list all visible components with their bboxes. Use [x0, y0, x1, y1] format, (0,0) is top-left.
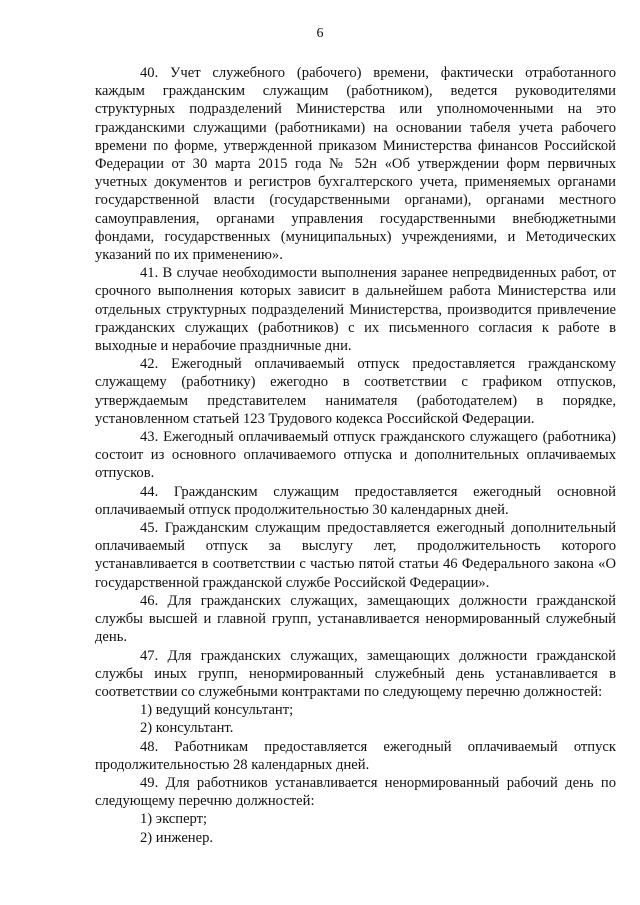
paragraph-42: 42. Ежегодный оплачиваемый отпуск предоставляется гражданскому служащему (работнику) ежегодно в соответствии с графиком отпусков, утверждаемым представителем нанимателя (работодателем) в порядке, установленном статьей 123 Трудового кодекса Российской Федерации. — [95, 356, 616, 427]
list-item-expert: 1) эксперт; — [140, 811, 208, 828]
paragraph-46: 46. Для гражданских служащих, замещающих должности гражданской службы высшей и главной групп, устанавливается ненормированный служебный день. — [95, 592, 616, 646]
list-item-lead-consultant: 1) ведущий консультант; — [140, 702, 294, 719]
paragraph-45: 45. Гражданским служащим предоставляется ежегодный дополнительный оплачиваемый отпуск за выслугу лет, продолжительность которого устанавливается в соответствии с частью пятой статьи 46 Федерального закона «О государственной гражданской службе Российской Федерации». — [95, 520, 616, 591]
paragraph-48: 48. Работникам предоставляется ежегодный оплачиваемый отпуск продолжительностью 28 календарных дней. — [95, 738, 616, 773]
page-number: 6 — [316, 26, 324, 41]
paragraph-40: 40. Учет служебного (рабочего) времени, фактически отработанного каждым гражданским служащим (работником), ведется руководителями структурных подразделений Министерства или уполномоченными на это гражданскими служащими (работниками) на основании табеля учета рабочего времени по форме, утвержденной приказом Министерства финансов Российской Федерации от 30 марта 2015 года № 52н «Об утверждении форм первичных учетных документов и регистров бухгалтерского учета, применяемых органами государственной власти (государственными органами), органами местного самоуправления, органами управления государственными внебюджетными фондами, государственных (муниципальных) учреждениями, и Методических указаний по их применению». — [95, 65, 616, 264]
list-item-engineer: 2) инженер. — [140, 829, 214, 846]
paragraph-41: 41. В случае необходимости выполнения заранее непредвиденных работ, от срочного выполнения которых зависит в дальнейшем работа Министерства или отдельных структурных подразделений Министерства, производится привлечение гражданских служащих (работников) с их письменного согласия к работе в выходные и нерабочие праздничные дни. — [95, 265, 616, 355]
list-item-consultant: 2) консультант. — [140, 720, 234, 737]
paragraph-49: 49. Для работников устанавливается ненормированный рабочий день по следующему перечню должностей: — [95, 774, 616, 810]
paragraph-44: 44. Гражданским служащим предоставляется ежегодный основной оплачиваемый отпуск продолжительностью 30 календарных дней. — [95, 483, 616, 518]
document-body — [95, 64, 616, 847]
paragraph-47: 47. Для гражданских служащих, замещающих должности гражданской службы иных групп, ненормированный служебный день устанавливается в соответствии со служебными контрактами по следующему перечню должностей: — [95, 647, 616, 700]
paragraph-43: 43. Ежегодный оплачиваемый отпуск гражданского служащего (работника) состоит из основного оплачиваемого отпуска и дополнительных оплачиваемых отпусков. — [95, 429, 616, 482]
